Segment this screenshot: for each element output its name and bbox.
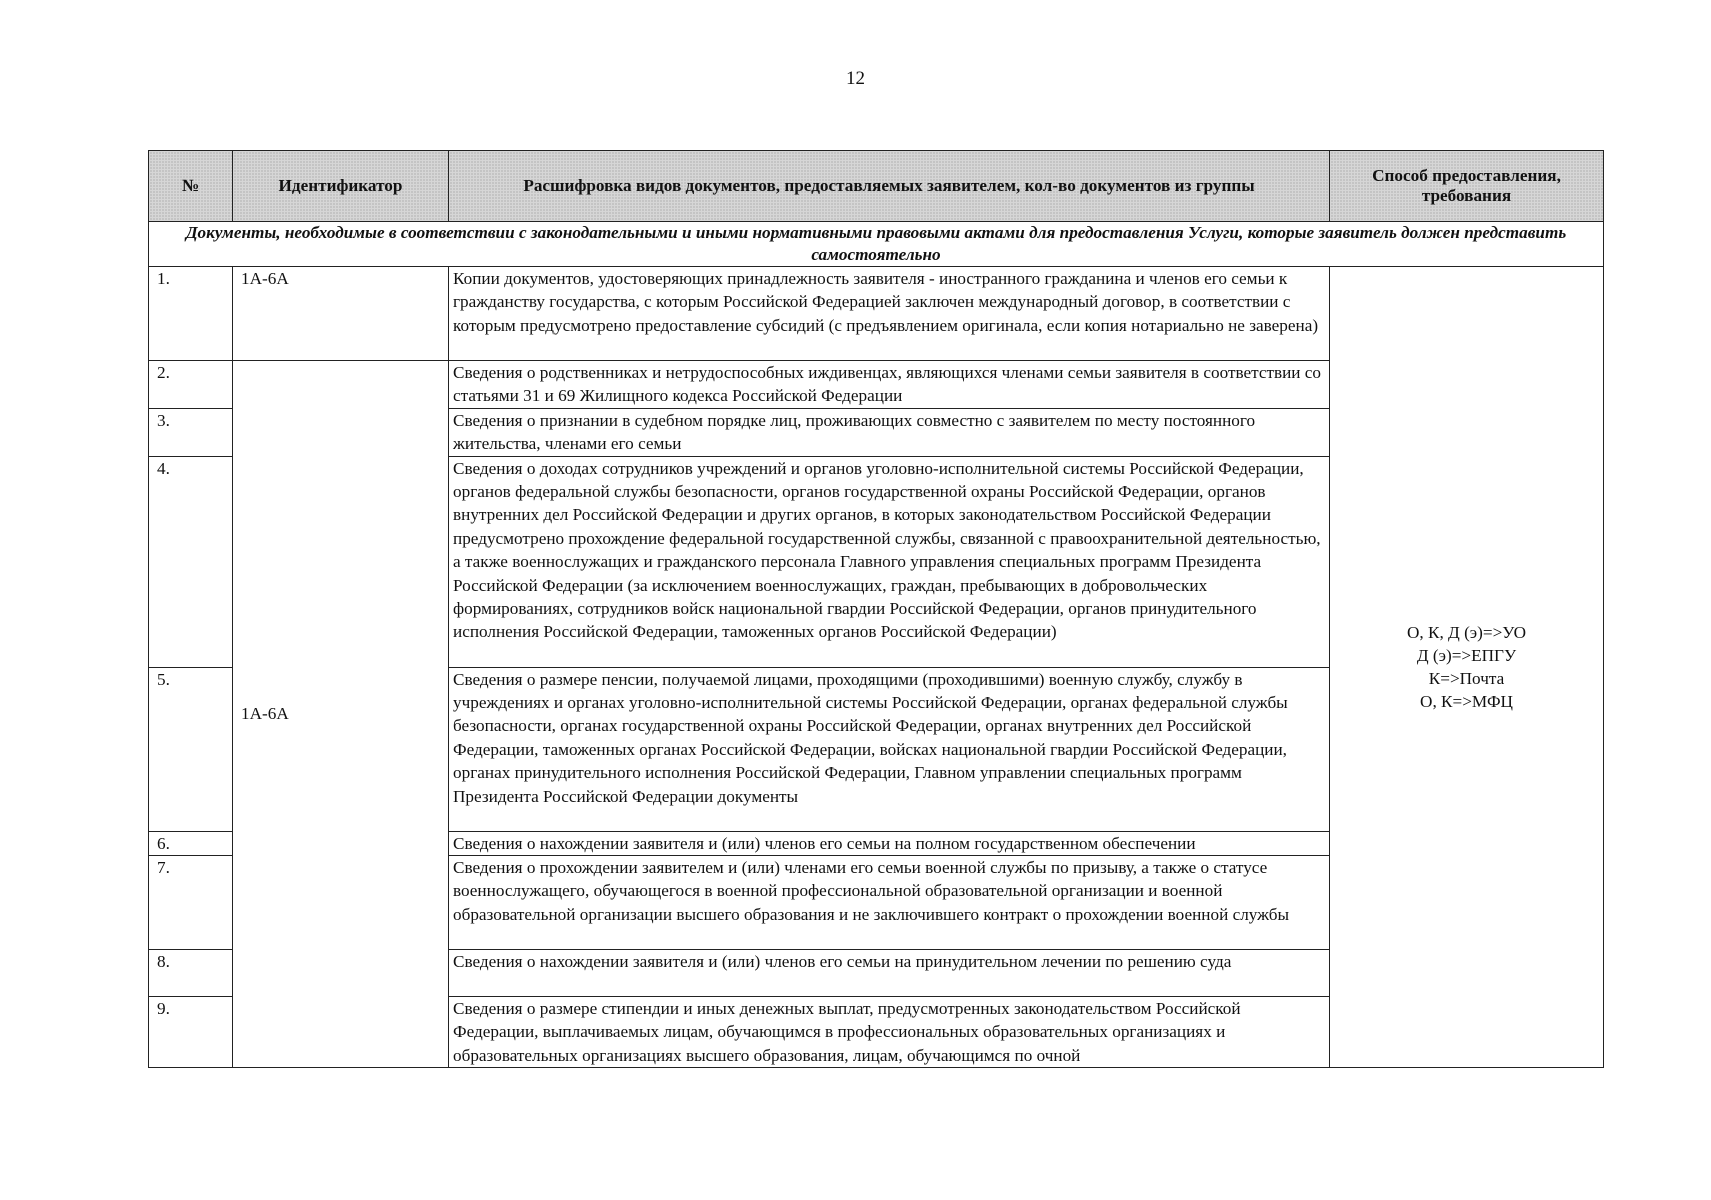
row-description: Копии документов, удостоверяющих принадлежность заявителя - иностранного гражданина и членов его семьи к гражданству государства, с которым Российской Федерацией заключен международный договор, в соответствии с которым предусмотрено предоставление субсидий (с предъявлением оригинала, если копия нотариально не заверена) bbox=[449, 267, 1330, 361]
section-title: Документы, необходимые в соответствии с законодательными и иными нормативными правовыми актами для предоставления Услуги, которые заявитель должен представить самостоятельно bbox=[149, 222, 1604, 267]
row-description: Сведения о родственниках и нетрудоспособных иждивенцах, являющихся членами семьи заявителя в соответствии со статьями 31 и 69 Жилищного кодекса Российской Федерации bbox=[449, 361, 1330, 409]
row-description: Сведения о признании в судебном порядке лиц, проживающих совместно с заявителем по месту постоянного жительства, членами его семьи bbox=[449, 408, 1330, 456]
row-description: Сведения о размере стипендии и иных денежных выплат, предусмотренных законодательством Российской Федерации, выплачиваемых лицам, обучающимся в профессиональных образовательных организациях и образовательных организациях высшего образования, лицам, обучающимся по очной bbox=[449, 997, 1330, 1068]
row-number: 4. bbox=[149, 456, 233, 667]
table-header-row bbox=[149, 151, 1604, 222]
method-line: О, К=>МФЦ bbox=[1420, 692, 1513, 712]
row-number: 9. bbox=[149, 997, 233, 1068]
row-identifier: 1А-6А bbox=[233, 267, 449, 361]
row-number: 7. bbox=[149, 856, 233, 950]
row-number: 2. bbox=[149, 361, 233, 409]
page-number: 12 bbox=[846, 68, 865, 89]
method-line: О, К, Д (э)=>УО bbox=[1406, 623, 1527, 643]
group-identifier: 1А-6А bbox=[233, 361, 449, 1068]
row-description: Сведения о доходах сотрудников учреждений и органов уголовно-исполнительной системы Российской Федерации, органов федеральной службы безопасности, органов государственной охраны Российской Федерации, органов внутренних дел Российской Федерации и других органов, в которых законодательством Российской Федерации предусмотрено прохождение федеральной государственной службы, связанной с правоохранительной деятельностью, а также военнослужащих и гражданского персонала Главного управления специальных программ Президента Российской Федерации (за исключением военнослужащих, граждан, пребывающих в добровольческих формированиях, сотрудников войск национальной гвардии Российской Федерации, органов принудительного исполнения Российской Федерации, таможенных органов Российской Федерации) bbox=[449, 456, 1330, 667]
row-description: Сведения о нахождении заявителя и (или) членов его семьи на полном государственном обеспечении bbox=[449, 831, 1330, 855]
header-description: Расшифровка видов документов, предоставляемых заявителем, кол-во документов из группы bbox=[449, 151, 1330, 222]
row-description: Сведения о размере пенсии, получаемой лицами, проходящими (проходившими) военную службу, службу в учреждениях и органах уголовно-исполнительной системы Российской Федерации, органах федеральной службы безопасности, органах государственной охраны Российской Федерации, органах внутренних дел Российской Федерации, таможенных органах Российской Федерации, войсках национальной гвардии Российской Федерации, органах принудительного исполнения Российской Федерации, Главном управлении специальных программ Президента Российской Федерации документы bbox=[449, 667, 1330, 831]
method-line: К=>Почта bbox=[1428, 669, 1505, 689]
header-identifier: Идентификатор bbox=[233, 151, 449, 222]
row-description: Сведения о прохождении заявителем и (или) членами его семьи военной службы по призыву, а также о статусе военнослужащего, обучающегося в военной профессиональной образовательной организации и военной образовательной организации высшего образования и не заключившего контракт о прохождении военной службы bbox=[449, 856, 1330, 950]
header-method: Способ предоставления, требования bbox=[1330, 151, 1604, 222]
table-row bbox=[149, 267, 1604, 361]
row-description: Сведения о нахождении заявителя и (или) членов его семьи на принудительном лечении по решению суда bbox=[449, 950, 1330, 997]
method-line: Д (э)=>ЕПГУ bbox=[1416, 646, 1517, 666]
section-title-row bbox=[149, 222, 1604, 267]
row-number: 5. bbox=[149, 667, 233, 831]
row-number: 1. bbox=[149, 267, 233, 361]
documents-table bbox=[148, 150, 1604, 1068]
row-number: 8. bbox=[149, 950, 233, 997]
row-number: 3. bbox=[149, 408, 233, 456]
header-num: № bbox=[149, 151, 233, 222]
method-cell bbox=[1330, 267, 1604, 1068]
row-number: 6. bbox=[149, 831, 233, 855]
